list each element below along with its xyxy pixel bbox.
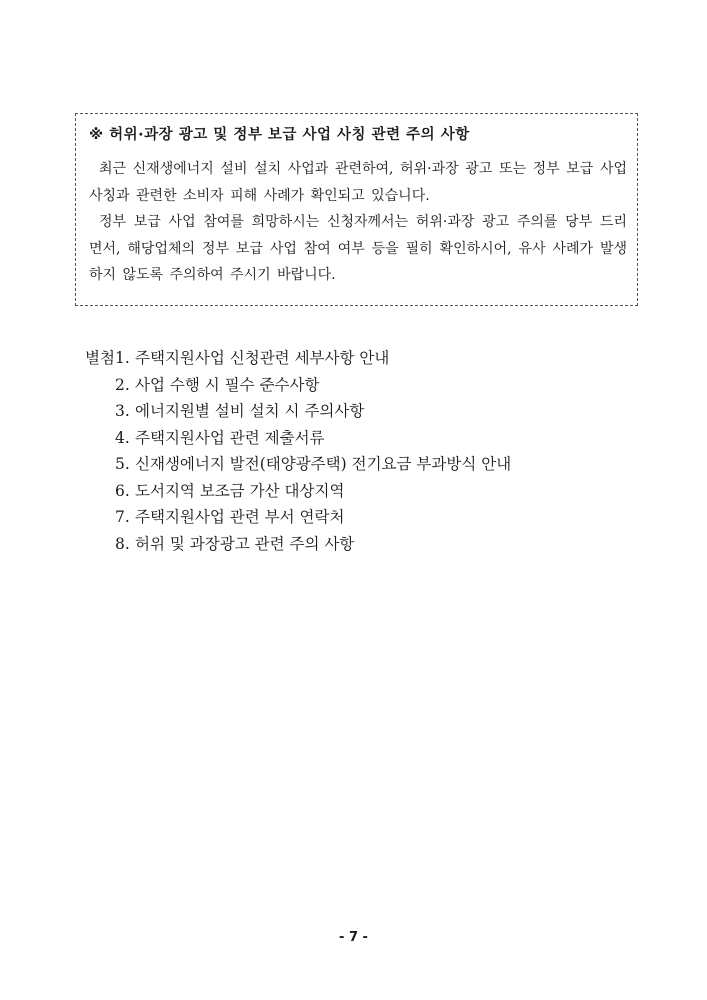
attachment-number: 4. xyxy=(115,428,130,447)
attachment-item xyxy=(85,345,665,372)
notice-paragraph-2-text: 정부 보급 사업 참여를 희망하시는 신청자께서는 허위·과장 광고 주의를 당부 드리면서, 해당업체의 정부 보급 사업 참여 여부 등을 필히 확인하시어, 유사 사례가 발생하지 않도록 주의하여 주시기 바랍니다. xyxy=(89,214,627,283)
attachment-number: 2. xyxy=(115,375,130,394)
attachment-item xyxy=(85,504,665,531)
attachment-number: 8. xyxy=(115,534,130,553)
notice-title: ※ 허위·과장 광고 및 정부 보급 사업 사칭 관련 주의 사항 xyxy=(89,127,470,143)
attachment-number: 3. xyxy=(115,402,130,420)
attachment-item xyxy=(85,478,665,505)
attachment-number: 5. xyxy=(115,455,130,473)
attachment-item xyxy=(85,531,665,558)
attachments-label: 별첨 xyxy=(85,349,115,367)
attachment-number: 1. xyxy=(115,349,130,367)
notice-paragraph-1 xyxy=(89,156,627,209)
page-number: - 7 - xyxy=(339,930,368,945)
attachment-number: 6. xyxy=(115,481,130,500)
attachment-text: 에너지원별 설비 설치 시 주의사항 xyxy=(135,402,365,420)
attachments-list xyxy=(85,345,665,557)
attachment-item xyxy=(85,398,665,425)
attachment-item xyxy=(85,451,665,478)
attachment-number: 7. xyxy=(115,508,130,526)
attachment-text: 신재생에너지 발전(태양광주택) 전기요금 부과방식 안내 xyxy=(135,455,512,473)
notice-paragraph-1-text: 최근 신재생에너지 설비 설치 사업과 관련하여, 허위·과장 광고 또는 정부 보급 사업 사칭과 관련한 소비자 피해 사례가 확인되고 있습니다. xyxy=(89,161,627,204)
notice-paragraph-2 xyxy=(89,209,627,289)
attachment-text: 도서지역 보조금 가산 대상지역 xyxy=(135,481,345,500)
attachment-text: 주택지원사업 관련 부서 연락처 xyxy=(135,508,345,526)
attachment-text: 사업 수행 시 필수 준수사항 xyxy=(135,375,320,394)
attachment-item xyxy=(85,425,665,452)
notice-box xyxy=(75,113,638,306)
attachment-text: 주택지원사업 신청관련 세부사항 안내 xyxy=(135,349,390,367)
attachment-text: 주택지원사업 관련 제출서류 xyxy=(135,428,325,447)
attachment-item xyxy=(85,372,665,399)
attachment-text: 허위 및 과장광고 관련 주의 사항 xyxy=(135,534,355,553)
